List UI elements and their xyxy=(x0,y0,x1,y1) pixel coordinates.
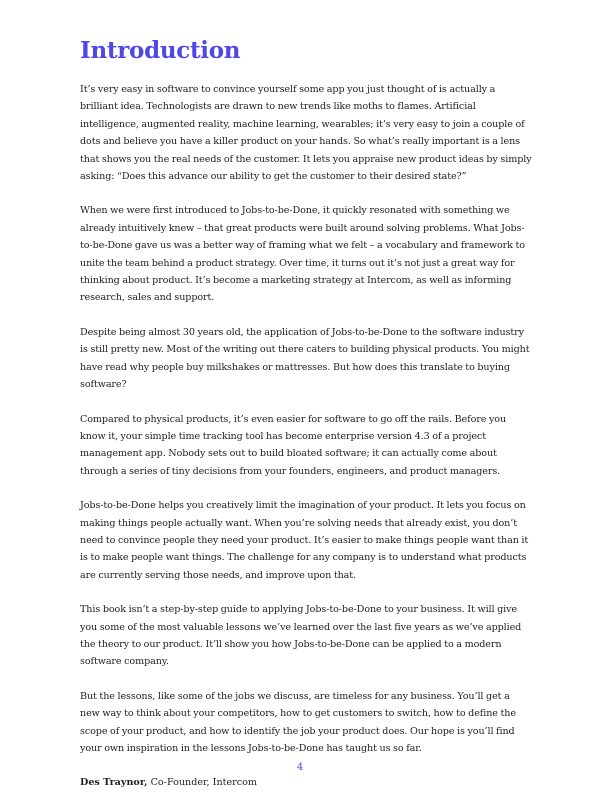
paragraph-7: But the lessons, like some of the jobs we discuss, are timeless for any business. You’ll get a new way to think about your competitors, how to get customers to switch, how to define the scope of your product, and how to identify the job your product does. Our hope is you’ll find your own inspiration in the lessons Jobs-to-be-Done has taught us so far. xyxy=(80,690,516,754)
page-title: Introduction xyxy=(80,37,241,64)
author-name: Des Traynor, xyxy=(80,777,148,789)
author-signature xyxy=(80,774,532,791)
paragraph-3: Despite being almost 30 years old, the application of Jobs-to-be-Done to the software industry is still pretty new. Most of the writing out there caters to building physical products. You might have read why people buy milkshakes or mattresses. But how does this translate to buying software? xyxy=(80,326,530,391)
paragraph-2: When we were first introduced to Jobs-to-be-Done, it quickly resonated with something we already intuitively knew – that great products were built around solving problems. What Jobs-to-be-Done gave us was a better way of framing what we felt – a vocabulary and framework to unite the team behind a product strategy. Over time, it turns out it’s not just a great way for thinking about product. It’s become a marketing strategy at Intercom, as well as informing research, sales and support. xyxy=(80,205,525,304)
author-role: Co-Founder, Intercom xyxy=(147,777,257,789)
paragraph-1: It’s very easy in software to convince yourself some app you just thought of is actually a brilliant idea. Technologists are drawn to new trends like moths to flames. Artificial intelligence, augmented reality, machine learning, wearables; it’s very easy to join a couple of dots and believe you have a killer product on your hands. So what’s really important is a lens that shows you the real needs of the customer. It lets you appraise new product ideas by simply asking: “Does this advance our ability to get the customer to their desired state?” xyxy=(80,84,532,183)
paragraph-6: This book isn’t a step-by-step guide to applying Jobs-to-be-Done to your business. It will give you some of the most valuable lessons we’ve learned over the last five years as we’ve applied the theory to our product. It’ll show you how Jobs-to-be-Done can be applied to a modern software company. xyxy=(80,604,522,668)
paragraph-5: Jobs-to-be-Done helps you creatively limit the imagination of your product. It lets you focus on making things people actually want. When you’re solving needs that already exist, you don’t need to convince people they need your product. It’s easier to make things people want than it is to make people want things. The challenge for any company is to understand what products are currently serving those needs, and improve upon that. xyxy=(80,500,529,581)
document-page xyxy=(80,36,532,791)
page-number: 4 xyxy=(296,762,304,773)
paragraph-4: Compared to physical products, it’s even easier for software to go off the rails. Before you know it, your simple time tracking tool has become enterprise version 4.3 of a project management app. Nobody sets out to build bloated software; it can actually come about through a series of tiny decisions from your founders, engineers, and product managers. xyxy=(80,413,507,477)
